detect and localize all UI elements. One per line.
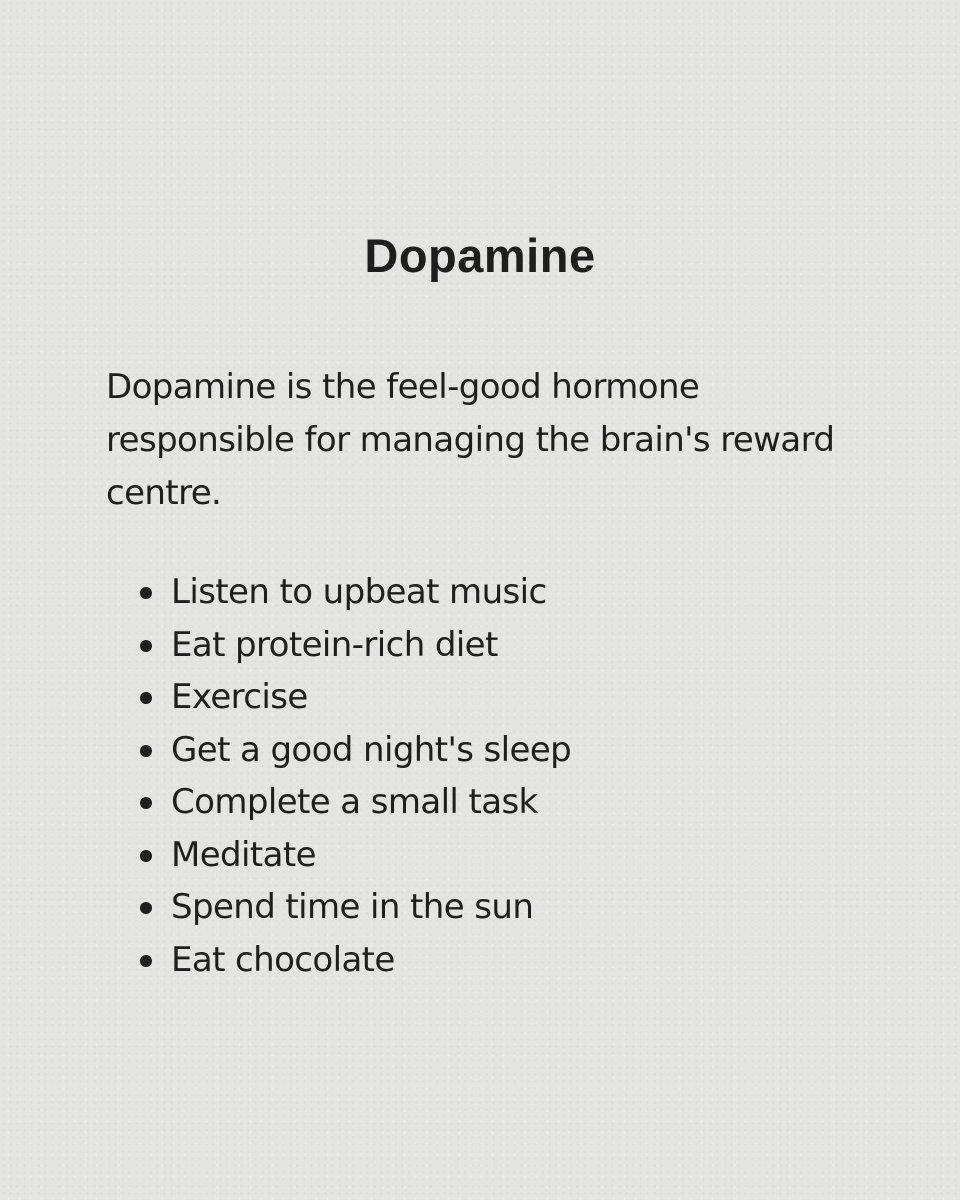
bullet-icon [140, 902, 152, 914]
bullet-icon [140, 955, 152, 967]
list-item [138, 671, 571, 724]
list-item-label: Meditate [171, 834, 316, 875]
list-item-label: Eat chocolate [171, 939, 395, 980]
list-item [138, 566, 571, 619]
list-item [138, 776, 571, 829]
bullet-icon [140, 692, 152, 704]
bullet-icon [140, 640, 152, 652]
list-item [138, 724, 571, 777]
list-item-label: Get a good night's sleep [171, 729, 572, 770]
list-item-label: Listen to upbeat music [171, 572, 547, 612]
list-item-label: Exercise [171, 677, 308, 717]
list-item-label: Eat protein-rich diet [171, 624, 498, 665]
list-item [138, 934, 571, 987]
tips-list [138, 566, 571, 986]
list-item-label: Complete a small task [171, 782, 538, 822]
bullet-icon [140, 797, 152, 809]
page-title: Dopamine [364, 229, 596, 282]
list-item [138, 619, 571, 672]
list-item [138, 829, 571, 882]
bullet-icon [140, 850, 152, 862]
bullet-icon [140, 745, 152, 757]
list-item [138, 881, 571, 934]
list-item-label: Spend time in the sun [171, 887, 534, 927]
intro-paragraph: Dopamine is the feel-good hormone responsible for managing the brain's reward centre. [106, 367, 835, 513]
bullet-icon [140, 587, 152, 599]
